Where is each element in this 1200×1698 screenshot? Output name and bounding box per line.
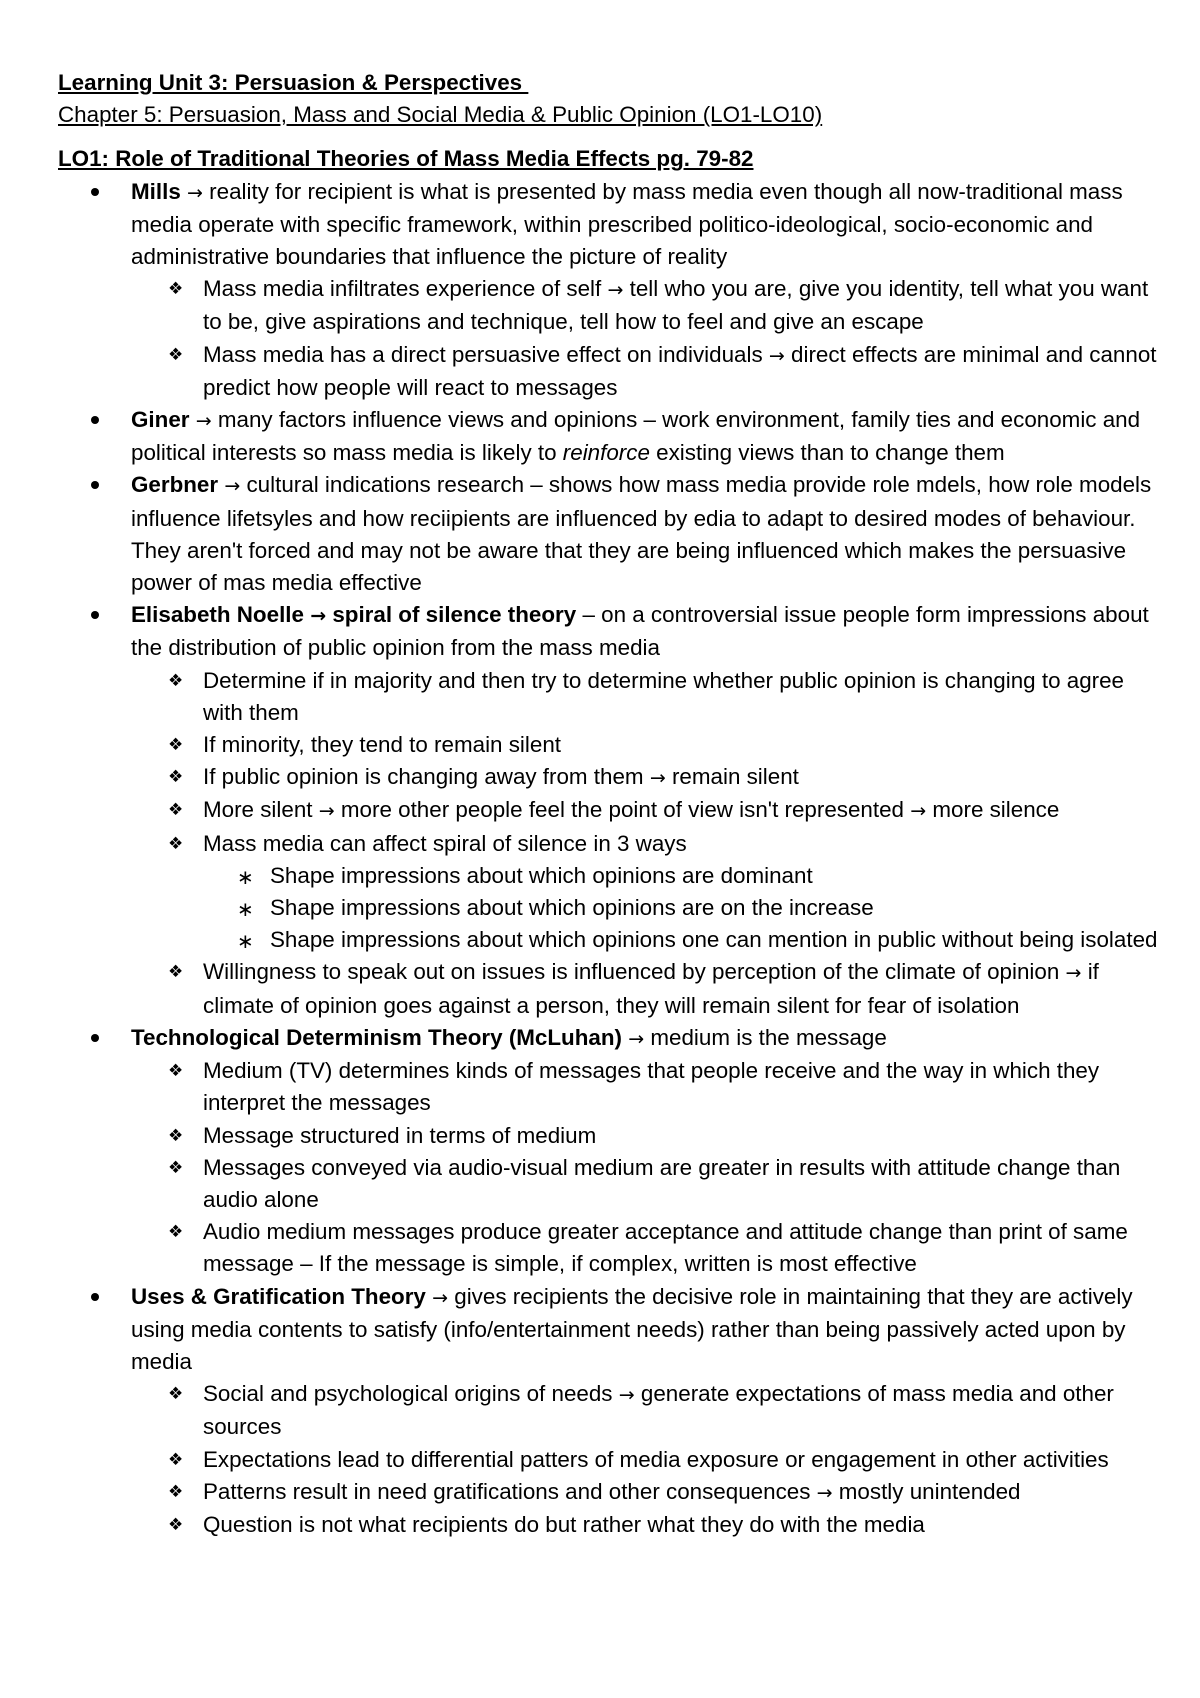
sub-item: ❖ Message structured in terms of medium — [131, 1120, 1158, 1152]
sub-sub-item: ∗ Shape impressions about which opinions one can mention in public without being isolated — [203, 924, 1158, 956]
sub-sub-item: ∗ Shape impressions about which opinions are on the increase — [203, 892, 1158, 924]
list-item-gerbner: Gerbner → cultural indications research – shows how mass media provide role mdels, how role models influence lifetsyles and how reciipients are influenced by edia to adapt to desired modes of behaviour. They aren't forced and may not be aware that they are being influenced which makes the persuasive power of mas media effective — [58, 469, 1158, 599]
arrow-icon: → — [607, 279, 624, 302]
diamond-bullet-icon: ❖ — [168, 670, 184, 691]
item-text: reality for recipient is what is presented by mass media even though all now-traditional mass media operate with specific framework, within prescribed politico-ideological, socio-economic and administrative boundaries that influence the picture of reality — [131, 178, 1123, 270]
diamond-bullet-icon: ❖ — [168, 962, 184, 983]
sub-item: ❖ Medium (TV) determines kinds of messages that people receive and the way in which they interpret the messages — [131, 1055, 1158, 1119]
sub-item: ❖ Patterns result in need gratifications and other consequences → mostly unintended — [131, 1476, 1158, 1509]
section-heading: LO1: Role of Traditional Theories of Mass Media Effects pg. 79-82 — [58, 146, 754, 172]
item-name: Giner — [131, 407, 190, 433]
diamond-bullet-icon: ❖ — [168, 344, 184, 365]
bullet-icon — [91, 611, 99, 619]
diamond-bullet-icon: ❖ — [168, 800, 184, 821]
list-item-mills — [58, 176, 1158, 404]
bullet-icon — [91, 481, 99, 489]
list-item-uses-gratification: Uses & Gratification Theory → gives recipients the decisive role in maintaining that they are actively using media contents to satisfy (info/entertainment needs) rather than being passively acted upon by media ❖ Social and psychological origins of needs → generate expectations of mass media and other sources ❖ Expectations lead to differential patters of media exposure or engagement in other activities ❖ Patterns result in need gratifications and other consequences → mostly unintended ❖ Question is not what recipients do but rather what they do with the media — [58, 1281, 1158, 1542]
list-item-noelle: Elisabeth Noelle → spiral of silence theory – on a controversial issue people form impressions about the distribution of public opinion from the mass media ❖ Determine if in majority and then try to determine whether public opinion is changing to agree with them ❖ If minority, they tend to remain silent ❖ If public opinion is changing away from them → remain silent ❖ More silent → more other people feel the point of view isn't represented → more silence ❖ Mass media can affect spiral of silence in 3 ways ∗ Shape impressions about which opinions are dominant ∗ Shape impressions about which opinions are on the increase ∗ Shape impressions about which opinions one can mention in public without being isolated ❖ Willingness to speak out on issues is influenced by perception of the climate of opinion → if climate of opinion goes against a person, they will remain silent for fear of isolation — [58, 599, 1158, 1022]
item-name: Elisabeth Noelle — [131, 602, 311, 628]
sub-item: ❖ Mass media has a direct persuasive effect on individuals → direct effects are minimal and cannot predict how people will react to messages — [131, 339, 1158, 404]
bullet-icon — [91, 1034, 99, 1042]
sub-item: ❖ Social and psychological origins of needs → generate expectations of mass media and other sources — [131, 1378, 1158, 1443]
sub-item: ❖ Question is not what recipients do but rather what they do with the media — [131, 1509, 1158, 1541]
item-name: Uses & Gratification Theory — [131, 1283, 433, 1309]
sub-item: ❖ Expectations lead to differential patters of media exposure or engagement in other activities — [131, 1444, 1158, 1476]
sub-item: ❖ More silent → more other people feel the point of view isn't represented → more silence — [131, 794, 1158, 827]
diamond-bullet-icon: ❖ — [168, 1481, 184, 1502]
asterisk-bullet-icon: ∗ — [237, 929, 254, 954]
diamond-bullet-icon: ❖ — [168, 735, 184, 756]
sub-item: ❖ Willingness to speak out on issues is influenced by perception of the climate of opinion → if climate of opinion goes against a person, they will remain silent for fear of isolation — [131, 956, 1158, 1021]
arrow-icon: → — [910, 800, 927, 823]
sub-item: ❖ Messages conveyed via audio-visual medium are greater in results with attitude change than audio alone — [131, 1152, 1158, 1216]
asterisk-bullet-icon: ∗ — [237, 864, 254, 889]
arrow-icon: → — [649, 767, 666, 790]
diamond-bullet-icon: ❖ — [168, 1222, 184, 1243]
document-page — [58, 67, 1158, 1541]
bullet-icon — [91, 188, 99, 196]
diamond-bullet-icon: ❖ — [168, 1157, 184, 1178]
item-name: Mills — [131, 178, 181, 204]
sub-item: ❖ Mass media can affect spiral of silence in 3 ways ∗ Shape impressions about which opinions are dominant ∗ Shape impressions about which opinions are on the increase ∗ Shape impressions about which opinions one can mention in public without being isolated — [131, 828, 1158, 957]
bullet-icon — [91, 416, 99, 424]
sub-list — [131, 665, 1158, 1022]
arrow-icon: → — [318, 800, 335, 823]
sub-sub-list — [203, 860, 1158, 957]
diamond-bullet-icon: ❖ — [168, 1449, 184, 1470]
sub-item: ❖ Audio medium messages produce greater acceptance and attitude change than print of same message – If the message is simple, if complex, written is most effective — [131, 1216, 1158, 1280]
diamond-bullet-icon: ❖ — [168, 1061, 184, 1082]
list-item-giner: Giner → many factors influence views and opinions – work environment, family ties and economic and political interests so mass media is likely to reinforce existing views than to change them — [58, 404, 1158, 469]
arrow-icon: → — [816, 1481, 833, 1504]
diamond-bullet-icon: ❖ — [168, 279, 184, 300]
diamond-bullet-icon: ❖ — [168, 1514, 184, 1535]
unit-title: Learning Unit 3: Persuasion & Perspectives — [58, 70, 529, 95]
emphasis-text: reinforce — [562, 440, 650, 466]
arrow-icon: → — [768, 344, 785, 367]
list-item-mcluhan: Technological Determinism Theory (McLuhan) → medium is the message ❖ Medium (TV) determines kinds of messages that people receive and the way in which they interpret the messages ❖ Message structured in terms of medium ❖ Messages conveyed via audio-visual medium are greater in results with attitude change than audio alone ❖ Audio medium messages produce greater acceptance and attitude change than print of same message – If the message is simple, if complex, written is most effective — [58, 1022, 1158, 1281]
arrow-icon: → — [195, 410, 212, 433]
chapter-subtitle: Chapter 5: Persuasion, Mass and Social Media & Public Opinion (LO1-LO10) — [58, 102, 823, 128]
item-name: Technological Determinism Theory (McLuhan) — [131, 1024, 629, 1050]
diamond-bullet-icon: ❖ — [168, 1384, 184, 1405]
arrow-icon: → — [187, 181, 203, 204]
item-name: Gerbner — [131, 472, 219, 498]
sub-item: ❖ If public opinion is changing away from them → remain silent — [131, 761, 1158, 794]
sub-list — [131, 1378, 1158, 1541]
arrow-icon: → — [628, 1027, 645, 1050]
asterisk-bullet-icon: ∗ — [237, 897, 254, 922]
bullet-icon — [91, 1293, 99, 1301]
diamond-bullet-icon: ❖ — [168, 767, 184, 788]
arrow-icon: → — [618, 1384, 635, 1407]
arrow-icon: → — [1065, 962, 1082, 985]
arrow-icon: → — [432, 1286, 449, 1309]
diamond-bullet-icon: ❖ — [168, 1125, 184, 1146]
diamond-bullet-icon: ❖ — [168, 833, 184, 854]
sub-item: ❖ Determine if in majority and then try to determine whether public opinion is changing to agree with them — [131, 665, 1158, 729]
sub-item: ❖ If minority, they tend to remain silent — [131, 729, 1158, 761]
theories-list — [58, 176, 1158, 1542]
sub-sub-item: ∗ Shape impressions about which opinions are dominant — [203, 860, 1158, 892]
arrow-icon: → — [224, 475, 241, 498]
arrow-icon: → — [310, 605, 327, 628]
sub-item: ❖ Mass media infiltrates experience of self → tell who you are, give you identity, tell what you want to be, give aspirations and technique, tell how to feel and give an escape — [131, 273, 1158, 338]
sub-list — [131, 1055, 1158, 1280]
sub-list — [131, 273, 1158, 404]
